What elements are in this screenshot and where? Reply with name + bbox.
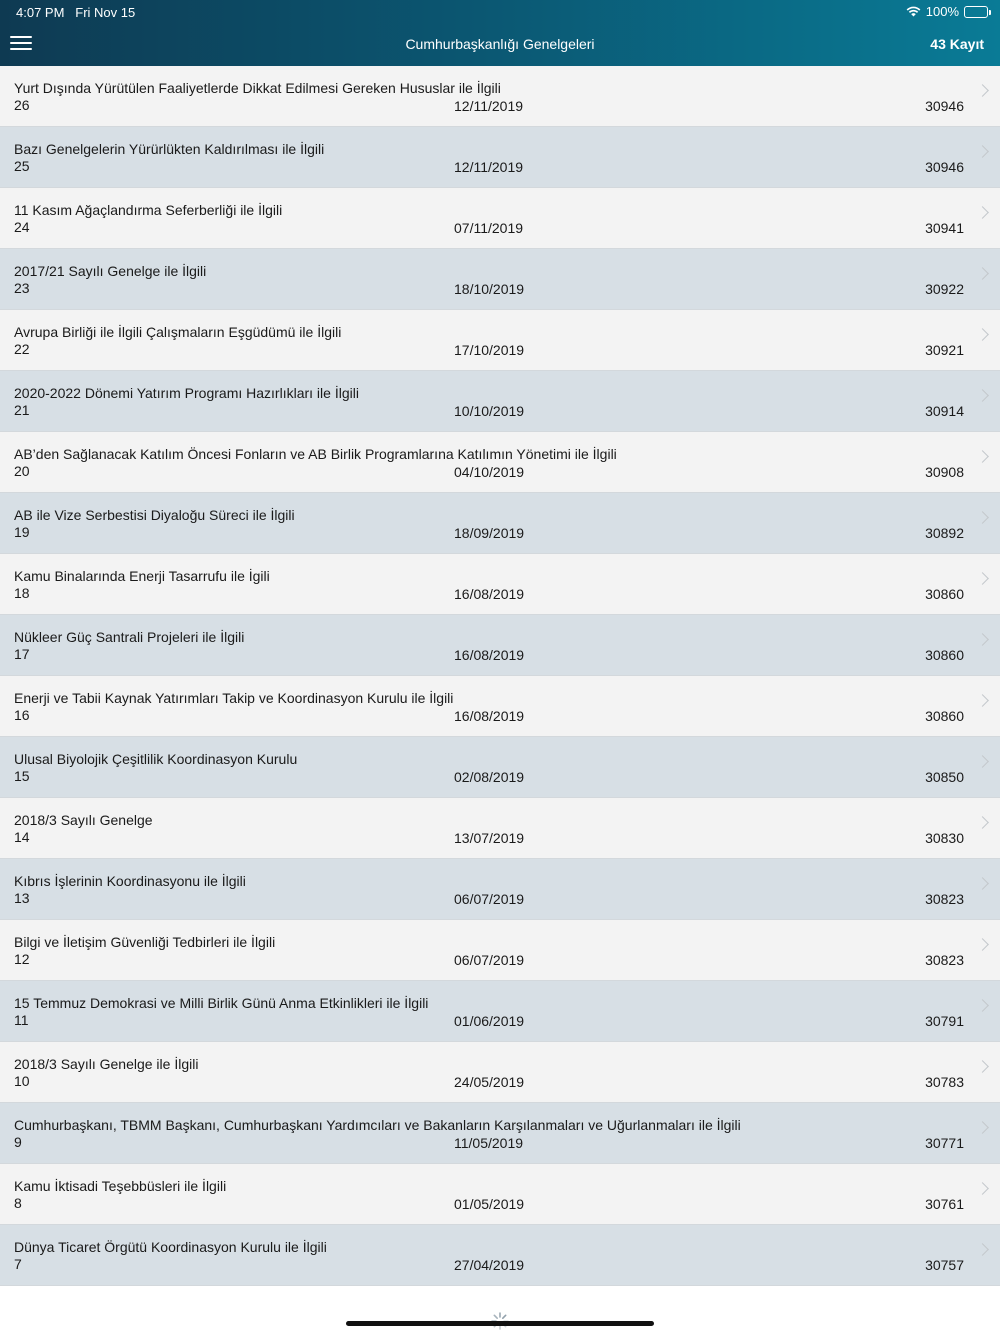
- list-item[interactable]: [0, 981, 1000, 1042]
- genelge-number: 14: [14, 829, 30, 845]
- genelge-title: 2018/3 Sayılı Genelge: [14, 812, 153, 828]
- genelge-number: 15: [14, 768, 30, 784]
- genelge-title: Yurt Dışında Yürütülen Faaliyetlerde Dikkat Edilmesi Gereken Hususlar ile İlgili: [14, 80, 501, 96]
- list-item[interactable]: [0, 1103, 1000, 1164]
- genelge-date: 16/08/2019: [454, 708, 525, 724]
- genelge-date: 17/10/2019: [454, 342, 525, 358]
- chevron-right-icon: [976, 755, 989, 768]
- genelge-title: 2017/21 Sayılı Genelge ile İlgili: [14, 263, 207, 279]
- genelge-number: 17: [14, 646, 30, 662]
- gazette-number: 30914: [925, 403, 964, 419]
- chevron-right-icon: [976, 511, 989, 524]
- genelge-number: 19: [14, 524, 30, 540]
- genelge-date: 01/06/2019: [454, 1013, 525, 1029]
- genelge-number: 20: [14, 463, 30, 479]
- gazette-number: 30922: [925, 281, 964, 297]
- list-item[interactable]: [0, 66, 1000, 127]
- list-item[interactable]: [0, 493, 1000, 554]
- chevron-right-icon: [976, 267, 989, 280]
- genelge-date: 07/11/2019: [454, 220, 524, 236]
- list-item[interactable]: [0, 188, 1000, 249]
- list-item[interactable]: [0, 554, 1000, 615]
- gazette-number: 30823: [925, 891, 964, 907]
- genelge-title: Kamu İktisadi Teşebbüsleri ile İlgili: [14, 1178, 227, 1194]
- gazette-number: 30946: [925, 98, 964, 114]
- genelge-date: 06/07/2019: [454, 952, 525, 968]
- genelge-date: 11/05/2019: [454, 1135, 524, 1151]
- chevron-right-icon: [976, 328, 989, 341]
- genelge-number: 24: [14, 219, 30, 235]
- genelge-title: 2018/3 Sayılı Genelge ile İlgili: [14, 1056, 199, 1072]
- genelge-number: 10: [14, 1073, 30, 1089]
- gazette-number: 30860: [925, 708, 964, 724]
- gazette-number: 30921: [925, 342, 964, 358]
- genelge-date: 06/07/2019: [454, 891, 525, 907]
- genelge-number: 9: [14, 1134, 22, 1150]
- genelge-number: 22: [14, 341, 30, 357]
- page-title: Cumhurbaşkanlığı Genelgeleri: [405, 36, 595, 52]
- list-item[interactable]: [0, 310, 1000, 371]
- genelge-title: AB ile Vize Serbestisi Diyaloğu Süreci ile İlgili: [14, 507, 295, 523]
- status-date-text: Fri Nov 15: [75, 5, 136, 20]
- list-item[interactable]: [0, 1164, 1000, 1225]
- battery-percent: 100%: [925, 4, 959, 19]
- genelge-number: 8: [14, 1195, 22, 1211]
- genelge-list: [0, 66, 1000, 1286]
- chevron-right-icon: [976, 145, 989, 158]
- navigation-header: [0, 0, 1000, 66]
- genelge-number: 26: [14, 97, 30, 113]
- list-item[interactable]: [0, 1225, 1000, 1286]
- chevron-right-icon: [976, 1121, 989, 1134]
- list-item[interactable]: [0, 432, 1000, 493]
- gazette-number: 30850: [925, 769, 964, 785]
- chevron-right-icon: [976, 206, 989, 219]
- genelge-date: 12/11/2019: [454, 98, 524, 114]
- gazette-number: 30860: [925, 586, 964, 602]
- record-count: 43 Kayıt: [930, 36, 984, 52]
- chevron-right-icon: [976, 938, 989, 951]
- gazette-number: 30860: [925, 647, 964, 663]
- status-bar-time: [16, 5, 135, 20]
- list-item[interactable]: [0, 676, 1000, 737]
- gazette-number: 30771: [925, 1135, 964, 1151]
- gazette-number: 30908: [925, 464, 964, 480]
- list-item[interactable]: [0, 920, 1000, 981]
- genelge-title: AB’den Sağlanacak Katılım Öncesi Fonların ve AB Birlik Programlarına Katılımın Yönetimi ile İlgili: [14, 446, 617, 462]
- gazette-number: 30892: [925, 525, 964, 541]
- genelge-title: 15 Temmuz Demokrasi ve Milli Birlik Günü Anma Etkinlikleri ile İlgili: [14, 995, 429, 1011]
- list-item[interactable]: [0, 371, 1000, 432]
- genelge-number: 25: [14, 158, 30, 174]
- genelge-date: 24/05/2019: [454, 1074, 525, 1090]
- genelge-title: 11 Kasım Ağaçlandırma Seferberliği ile İlgili: [14, 202, 283, 218]
- genelge-date: 12/11/2019: [454, 159, 524, 175]
- genelge-date: 13/07/2019: [454, 830, 525, 846]
- genelge-date: 18/10/2019: [454, 281, 525, 297]
- battery-icon: [964, 6, 988, 18]
- chevron-right-icon: [976, 694, 989, 707]
- genelge-date: 16/08/2019: [454, 647, 525, 663]
- genelge-number: 13: [14, 890, 30, 906]
- chevron-right-icon: [976, 572, 989, 585]
- genelge-date: 10/10/2019: [454, 403, 525, 419]
- gazette-number: 30941: [925, 220, 964, 236]
- chevron-right-icon: [976, 1182, 989, 1195]
- genelge-number: 12: [14, 951, 30, 967]
- gazette-number: 30791: [925, 1013, 964, 1029]
- list-item[interactable]: [0, 249, 1000, 310]
- gazette-number: 30757: [925, 1257, 964, 1273]
- status-bar-right: [906, 4, 988, 19]
- wifi-icon: [906, 6, 921, 17]
- genelge-title: Kamu Binalarında Enerji Tasarrufu ile İgili: [14, 568, 270, 584]
- gazette-number: 30946: [925, 159, 964, 175]
- chevron-right-icon: [976, 999, 989, 1012]
- chevron-right-icon: [976, 633, 989, 646]
- gazette-number: 30830: [925, 830, 964, 846]
- genelge-title: Kıbrıs İşlerinin Koordinasyonu ile İlgili: [14, 873, 246, 889]
- genelge-title: Dünya Ticaret Örgütü Koordinasyon Kurulu ile İlgili: [14, 1239, 327, 1255]
- genelge-number: 7: [14, 1256, 22, 1272]
- chevron-right-icon: [976, 1243, 989, 1256]
- list-item[interactable]: [0, 615, 1000, 676]
- genelge-number: 18: [14, 585, 30, 601]
- status-time-text: 4:07 PM: [16, 5, 65, 20]
- genelge-date: 04/10/2019: [454, 464, 525, 480]
- genelge-date: 16/08/2019: [454, 586, 525, 602]
- genelge-number: 23: [14, 280, 30, 296]
- gazette-number: 30823: [925, 952, 964, 968]
- genelge-date: 27/04/2019: [454, 1257, 525, 1273]
- list-item[interactable]: [0, 737, 1000, 798]
- genelge-date: 18/09/2019: [454, 525, 525, 541]
- list-item[interactable]: [0, 798, 1000, 859]
- genelge-number: 11: [14, 1012, 29, 1028]
- chevron-right-icon: [976, 877, 989, 890]
- genelge-title: Bilgi ve İletişim Güvenliği Tedbirleri ile İlgili: [14, 934, 276, 950]
- list-item[interactable]: [0, 127, 1000, 188]
- genelge-date: 02/08/2019: [454, 769, 525, 785]
- list-item[interactable]: [0, 859, 1000, 920]
- chevron-right-icon: [976, 450, 989, 463]
- genelge-title: Enerji ve Tabii Kaynak Yatırımları Takip ve Koordinasyon Kurulu ile İlgili: [14, 690, 454, 706]
- genelge-title: Bazı Genelgelerin Yürürlükten Kaldırılması ile İlgili: [14, 141, 325, 157]
- genelge-title: Nükleer Güç Santrali Projeleri ile İlgili: [14, 629, 245, 645]
- genelge-title: Cumhurbaşkanı, TBMM Başkanı, Cumhurbaşkanı Yardımcıları ve Bakanların Karşılanmaları ve Uğurlanmaları ile İlgili: [14, 1117, 741, 1133]
- genelge-date: 01/05/2019: [454, 1196, 525, 1212]
- chevron-right-icon: [976, 84, 989, 97]
- chevron-right-icon: [976, 1060, 989, 1073]
- genelge-title: Avrupa Birliği ile İlgili Çalışmaların Eşgüdümü ile İlgili: [14, 324, 342, 340]
- genelge-number: 21: [14, 402, 30, 418]
- chevron-right-icon: [976, 816, 989, 829]
- gazette-number: 30761: [925, 1196, 964, 1212]
- genelge-title: 2020-2022 Dönemi Yatırım Programı Hazırlıkları ile İlgili: [14, 385, 359, 401]
- genelge-title: Ulusal Biyolojik Çeşitlilik Koordinasyon Kurulu: [14, 751, 298, 767]
- chevron-right-icon: [976, 389, 989, 402]
- gazette-number: 30783: [925, 1074, 964, 1090]
- genelge-number: 16: [14, 707, 30, 723]
- list-item[interactable]: [0, 1042, 1000, 1103]
- home-indicator[interactable]: [346, 1321, 654, 1326]
